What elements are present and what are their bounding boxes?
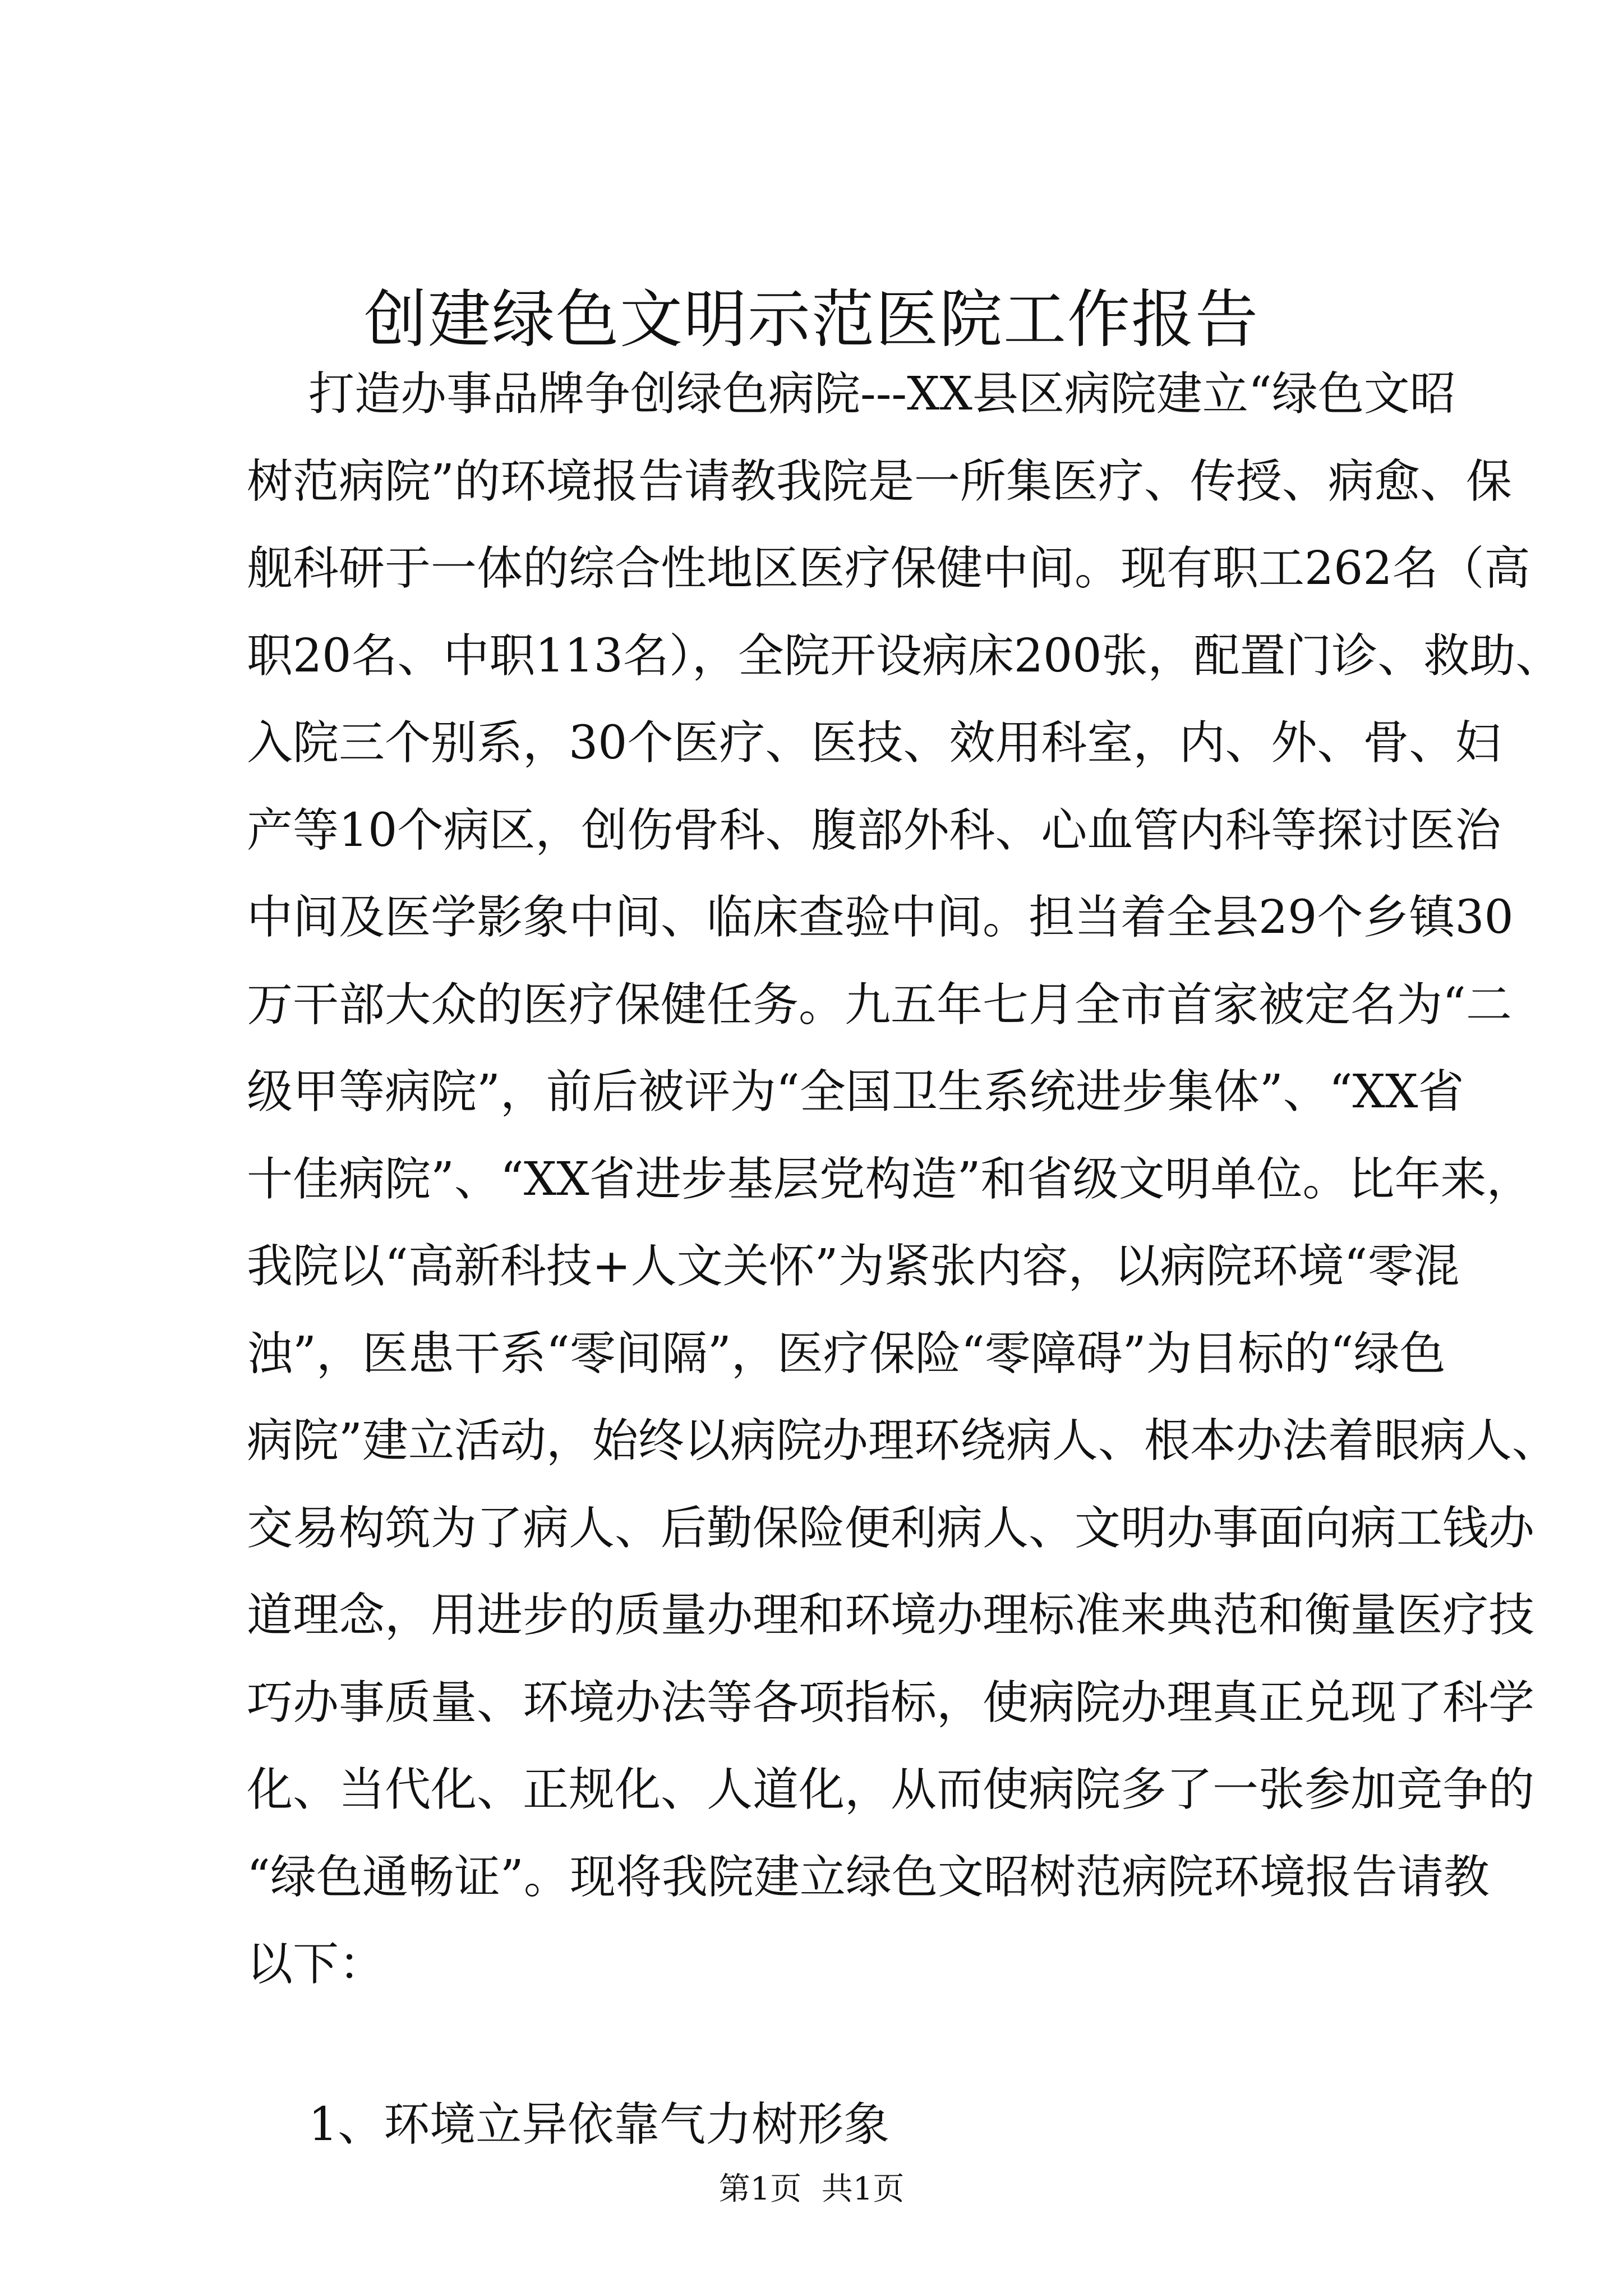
- paragraph-line: 中间及医学影象中间、临床查验中间。担当着全县29个乡镇30: [247, 891, 1514, 944]
- paragraph-line: 舰科研于一体的综合性地区医疗保健中间。现有职工262名（高: [247, 542, 1530, 595]
- paragraph-line: 病院”建立活动，始终以病院办理环绕病人、根本办法着眼病人、: [247, 1414, 1558, 1467]
- page-number-label: 第1页 共1页: [718, 2171, 905, 2207]
- body-paragraph: [247, 351, 1562, 2008]
- paragraph-line: “绿色通畅证”。现将我院建立绿色文昭树范病院环境报告请教: [247, 1850, 1490, 1904]
- paragraph-line: 打造办事品牌争创绿色病院---XX县区病院建立“绿色文昭: [308, 367, 1456, 421]
- paragraph-line: 交易构筑为了病人、后勤保险便利病人、文明办事面向病工钱办: [247, 1501, 1535, 1555]
- paragraph-line: 十佳病院”、“XX省进步基层党构造”和省级文明单位。比年来，: [247, 1152, 1533, 1206]
- paragraph-line: 树范病院”的环境报告请教我院是一所集医疗、传授、病愈、保: [247, 454, 1512, 508]
- paragraph-line: 道理念，用进步的质量办理和环境办理标准来典范和衡量医疗技: [247, 1589, 1535, 1642]
- paragraph-line: 浊”，医患干系“零间隔”，医疗保险“零障碍”为目标的“绿色: [247, 1327, 1446, 1381]
- paragraph-line: 以下：: [247, 1938, 385, 1991]
- paragraph-line: 级甲等病院”，前后被评为“全国卫生系统进步集体”、“XX省: [247, 1065, 1464, 1119]
- document-title: 创建绿色文明示范医院工作报告: [364, 283, 1259, 356]
- paragraph-line: 我院以“高新科技+人文关怀”为紧张内容，以病院环境“零混: [247, 1240, 1460, 1293]
- paragraph-line: 产等10个病区，创伤骨科、腹部外科、心血管内科等探讨医治: [247, 803, 1501, 857]
- list-item-heading: 1、环境立异依靠气力树形象: [308, 2098, 890, 2151]
- paragraph-line: 万干部大众的医疗保健任务。九五年七月全市首家被定名为“二: [247, 978, 1512, 1032]
- paragraph-line: 职20名、中职113名），全院开设病床200张，配置门诊、救助、: [247, 629, 1562, 683]
- paragraph-line: 巧办事质量、环境办法等各项指标，使病院办理真正兑现了科学: [247, 1676, 1535, 1729]
- page-number-footer: [0, 2170, 1623, 2209]
- paragraph-line: 入院三个别系，30个医疗、医技、效用科室，内、外、骨、妇: [247, 716, 1501, 770]
- paragraph-line: 化、当代化、正规化、人道化，从而使病院多了一张参加竞争的: [247, 1763, 1535, 1816]
